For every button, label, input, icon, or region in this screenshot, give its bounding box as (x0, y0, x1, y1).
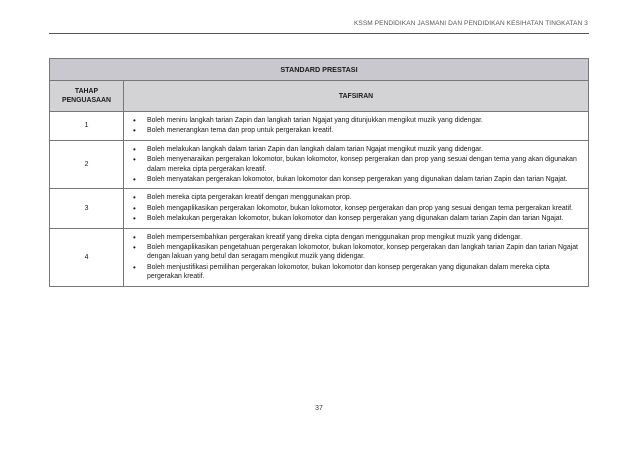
level-cell: 2 (50, 140, 124, 189)
list-item: • Boleh melakukan pergerakan lokomotor, bukan lokomotor dan konsep pergerakan yang digunakan dalam tarian Zapin dan tarian Ngajat. (130, 214, 580, 223)
description-cell (124, 189, 589, 228)
level-cell: 3 (50, 189, 124, 228)
list-item: • Boleh menjustifikasi pemilihan pergerakan lokomotor, bukan lokomotor dan konsep pergerakan yang digunakan dalam mereka cipta pergerakan kreatif. (130, 263, 580, 282)
column-header-level (50, 81, 124, 112)
table-row (50, 112, 589, 141)
bullet-list (130, 193, 580, 223)
bullet-list (130, 145, 580, 185)
list-item: • Boleh mengaplikasikan pergerakan lokomotor, bukan lokomotor, konsep pergerakan dan prop yang sesuai dengan tema pergerakan kreatif. (130, 204, 580, 213)
column-header-level-label: TAHAP PENGUASAAN (61, 88, 111, 104)
list-item: • Boleh menyenaraikan pergerakan lokomotor, bukan lokomotor, konsep pergerakan dan prop yang sesuai dengan tema yang akan digunakan dalam mereka cipta pergerakan kreatif. (130, 155, 580, 174)
header-divider (49, 33, 589, 34)
bullet-list (130, 233, 580, 282)
list-item: • Boleh menyatakan pergerakan lokomotor, bukan lokomotor dan konsep pergerakan yang digunakan dalam tarian Zapin dan tarian Ngajat. (130, 175, 580, 184)
table-banner: STANDARD PRESTASI (50, 59, 589, 81)
column-header-description: TAFSIRAN (124, 81, 589, 112)
description-cell (124, 140, 589, 189)
table-row (50, 189, 589, 228)
list-item: • Boleh mempersembahkan pergerakan kreatif yang direka cipta dengan menggunakan prop mengikut muzik yang didengar. (130, 233, 580, 242)
table-row (50, 228, 589, 286)
list-item: • Boleh mereka cipta pergerakan kreatif dengan menggunakan prop. (130, 193, 580, 202)
list-item: • Boleh melakukan langkah dalam tarian Zapin dan langkah dalam tarian Ngajat mengikut muzik yang didengar. (130, 145, 580, 154)
level-cell: 1 (50, 112, 124, 141)
table-body (50, 112, 589, 287)
table-row (50, 140, 589, 189)
page-number: 37 (315, 405, 323, 412)
description-cell (124, 228, 589, 286)
bullet-list (130, 116, 580, 136)
document-header-title: KSSM PENDIDIKAN JASMANI DAN PENDIDIKAN KESIHATAN TINGKATAN 3 (353, 20, 588, 27)
list-item: • Boleh mengaplikasikan pengetahuan pergerakan lokomotor, bukan lokomotor, konsep pergerakan dan langkah tarian Zapin dan tarian Ngajat dengan lakuan yang betul dan seragam mengikut muzik yang didengar. (130, 243, 580, 262)
level-cell: 4 (50, 228, 124, 286)
standard-prestasi-table (49, 58, 589, 287)
list-item: • Boleh menerangkan tema dan prop untuk pergerakan kreatif. (130, 126, 580, 135)
list-item: • Boleh meniru langkah tarian Zapin dan langkah tarian Ngajat yang ditunjukkan mengikut muzik yang didengar. (130, 116, 580, 125)
description-cell (124, 112, 589, 141)
